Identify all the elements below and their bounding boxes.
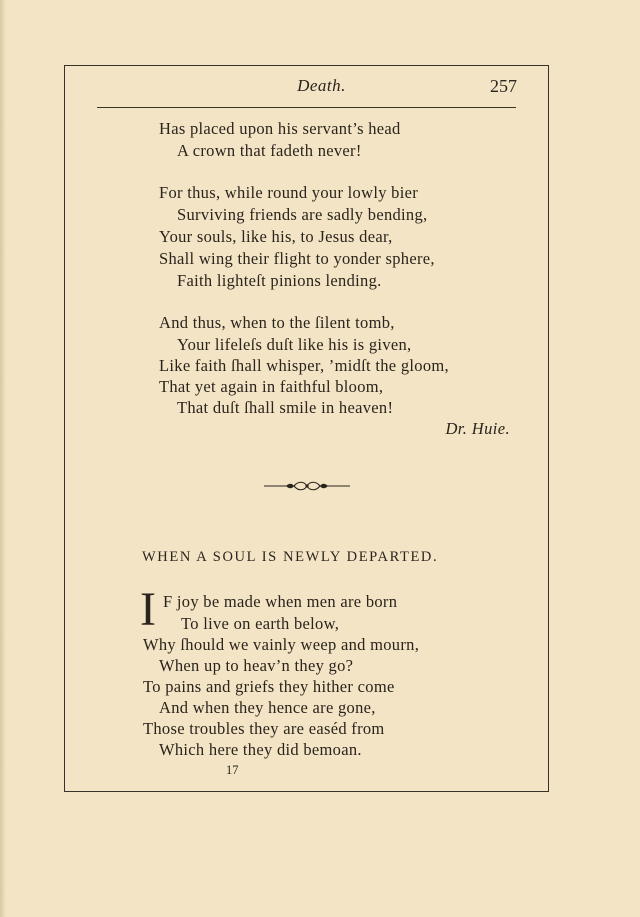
section-heading: WHEN A SOUL IS NEWLY DEPARTED. bbox=[142, 549, 439, 565]
verse-line: F joy be made when men are born bbox=[163, 592, 398, 611]
verse-line: Has placed upon his servant’s head bbox=[159, 119, 401, 138]
verse-line: Shall wing their flight to yonder sphere, bbox=[159, 249, 435, 268]
running-head bbox=[64, 76, 549, 100]
verse-line: Which here they did bemoan. bbox=[159, 740, 362, 759]
verse-line: Faith lighteſt pinions lending. bbox=[177, 271, 382, 290]
verse-line: When up to heav’n they go? bbox=[159, 656, 354, 675]
verse-line: Surviving friends are sadly bending, bbox=[177, 205, 428, 224]
ornament-divider-icon bbox=[264, 480, 350, 492]
verse-line: A crown that fadeth never! bbox=[177, 141, 362, 160]
verse-line: That duſt ſhall smile in heaven! bbox=[177, 398, 394, 417]
drop-cap: I bbox=[140, 583, 156, 636]
verse-line: To pains and griefs they hither come bbox=[143, 677, 395, 696]
verse-line: Your souls, like his, to Jesus dear, bbox=[159, 227, 393, 246]
verse-line: That yet again in faithful bloom, bbox=[159, 377, 384, 396]
verse-line: To live on earth below, bbox=[181, 614, 340, 633]
verse-line: Like faith ſhall whisper, ’midſt the gloom, bbox=[159, 356, 449, 375]
header-rule bbox=[97, 107, 516, 108]
running-title: Death. bbox=[297, 76, 346, 95]
verse-line: And thus, when to the ſilent tomb, bbox=[159, 313, 395, 332]
verse-line: Your lifeleſs duſt like his is given, bbox=[177, 335, 412, 354]
signature-mark: 17 bbox=[226, 763, 239, 777]
page-edge bbox=[0, 0, 6, 917]
verse-line: For thus, while round your lowly bier bbox=[159, 183, 419, 202]
attribution: Dr. Huie. bbox=[445, 419, 510, 438]
verse-line: And when they hence are gone, bbox=[159, 698, 376, 717]
page-number: 257 bbox=[490, 76, 517, 96]
verse-line: Why ſhould we vainly weep and mourn, bbox=[143, 635, 420, 654]
verse-line: Those troubles they are easéd from bbox=[143, 719, 385, 738]
